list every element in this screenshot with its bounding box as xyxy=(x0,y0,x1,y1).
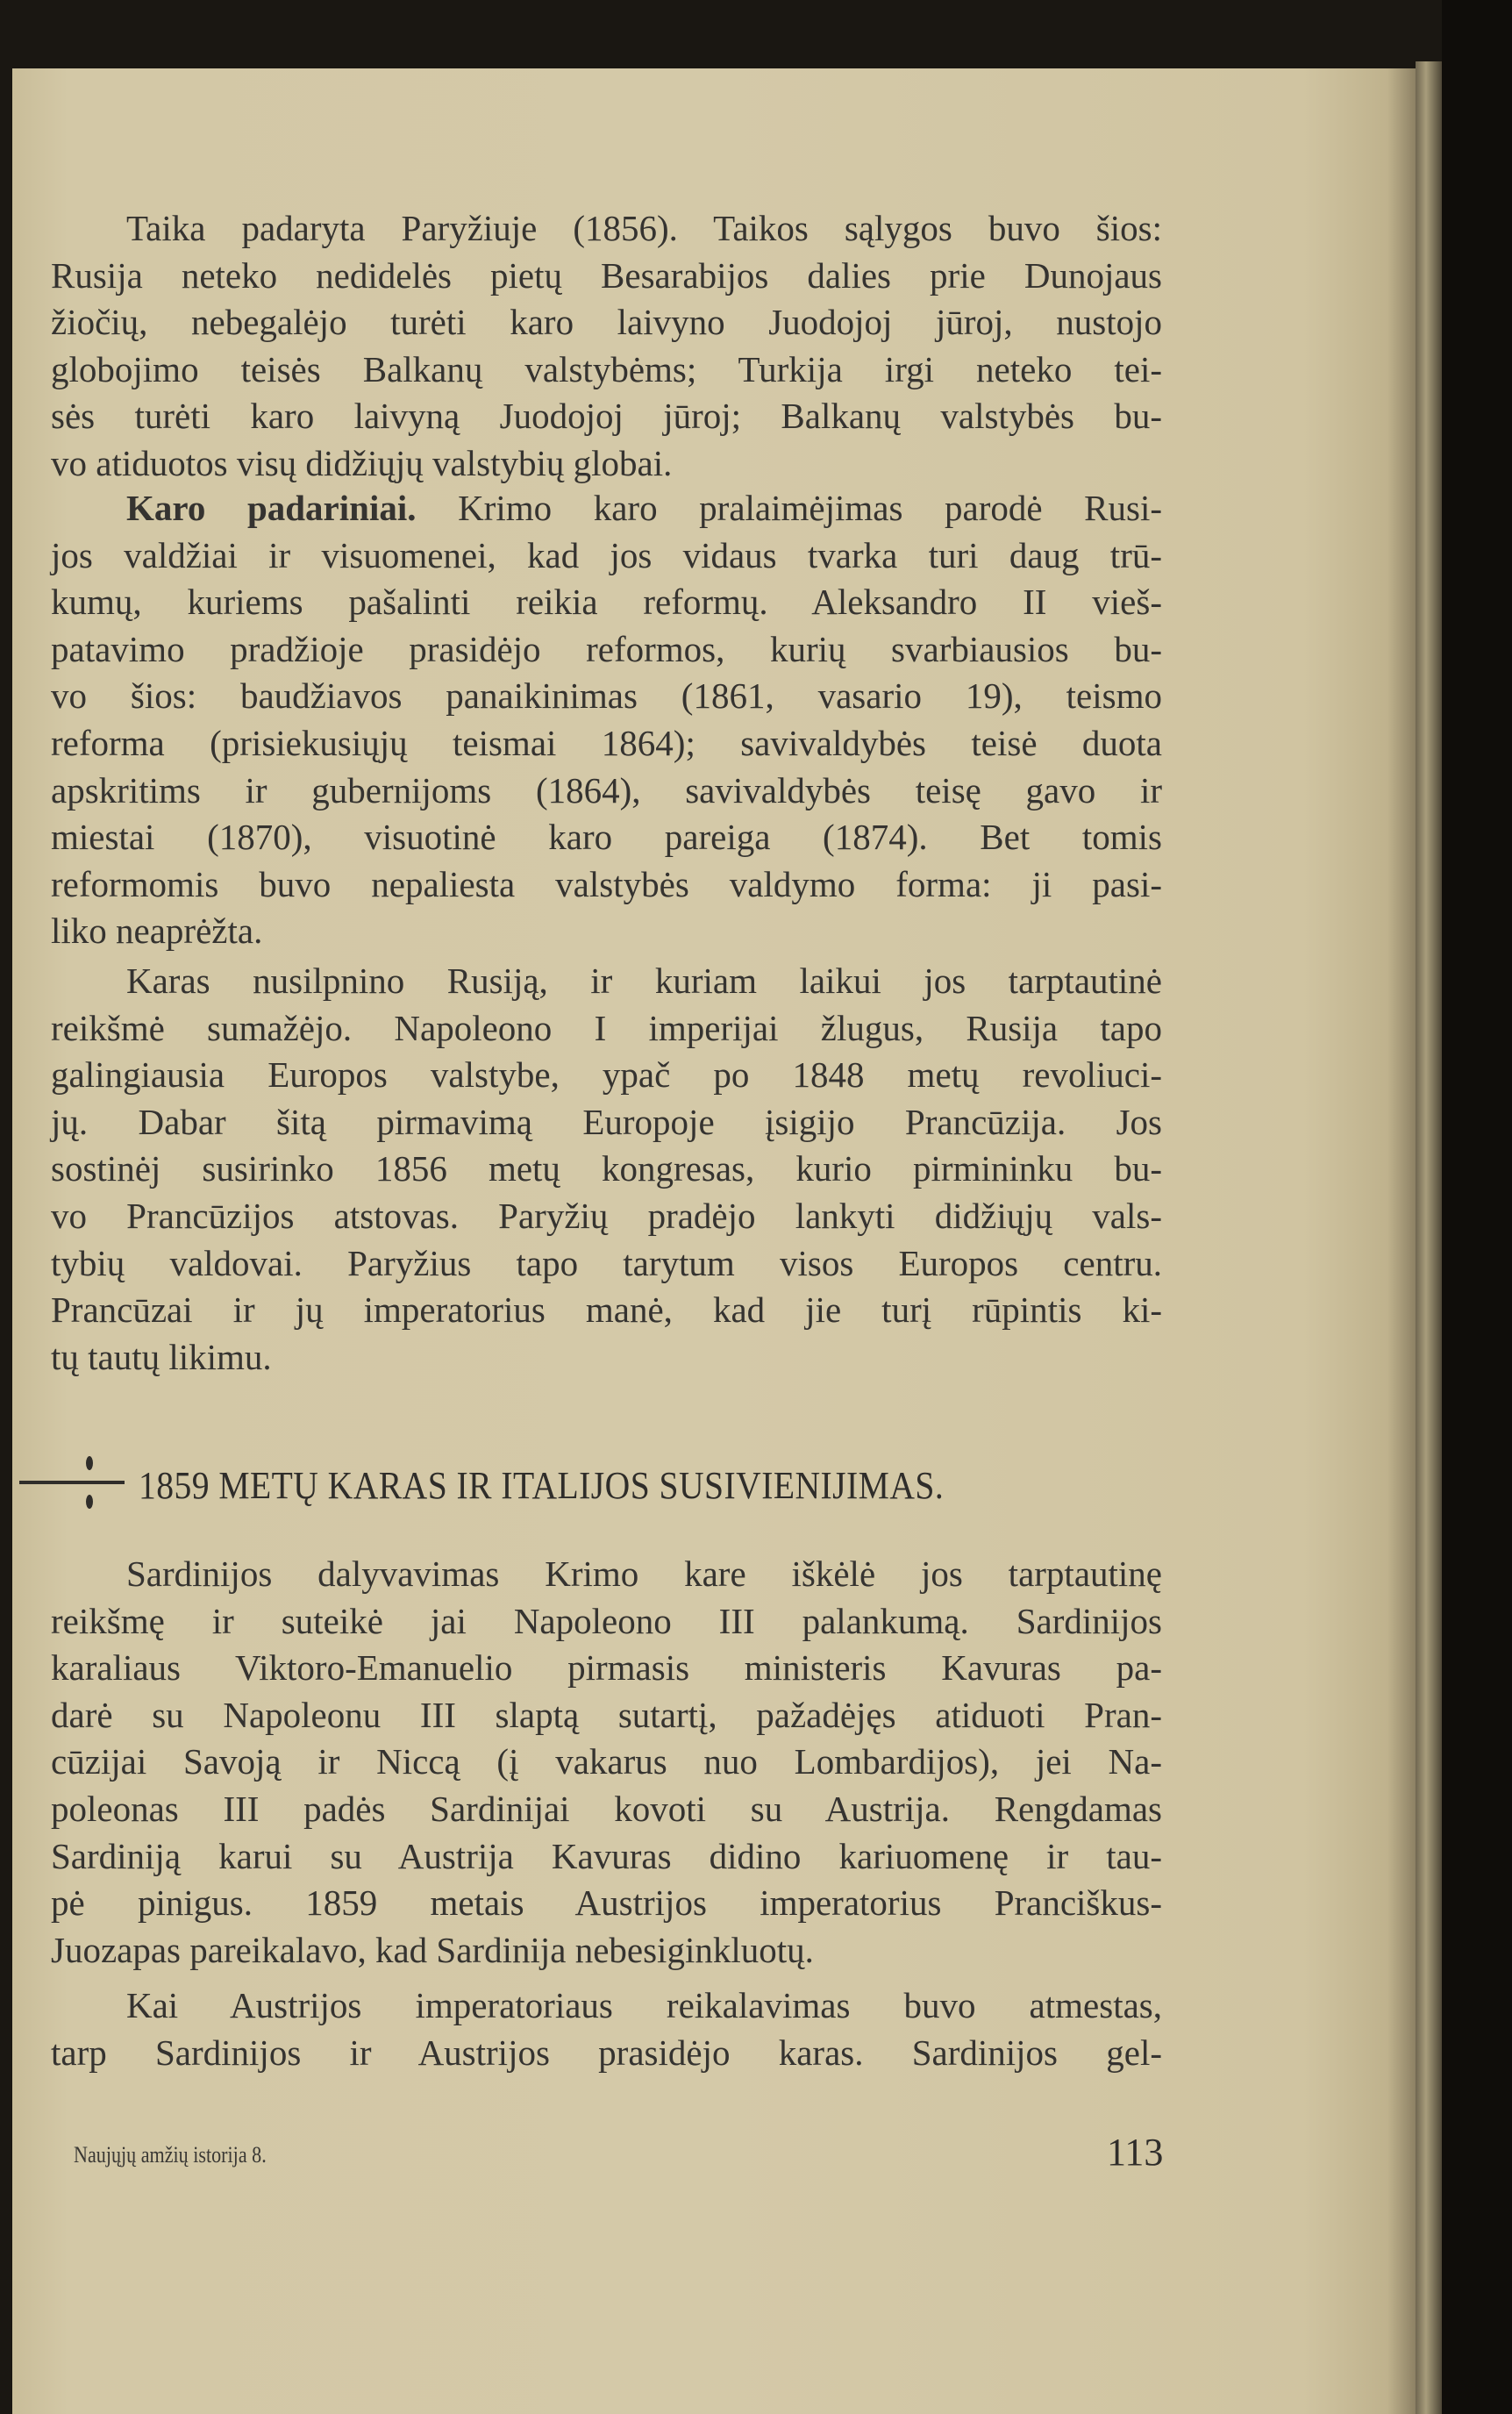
text-line xyxy=(51,1645,1162,1690)
line-text: reikšmę ir suteikė jai Napoleono III palankumą. Sardinijos xyxy=(51,1600,1162,1641)
text-line xyxy=(51,908,1162,953)
text-line xyxy=(51,626,1162,672)
line-text: vo Prancūzijos atstovas. Paryžių pradėjo lankyti didžiųjų vals- xyxy=(51,1196,1162,1236)
section-marker-icon xyxy=(19,1447,125,1518)
text-line xyxy=(51,1193,1162,1239)
page-number: 113 xyxy=(1107,2131,1164,2174)
line-text: sostinėj susirinko 1856 metų kongresas, kurio pirmininku bu- xyxy=(51,1148,1162,1189)
text-line xyxy=(126,1982,1162,2028)
text-line xyxy=(126,958,1162,1003)
line-text: jų. Dabar šitą pirmavimą Europoje įsigijo Prancūzija. Jos xyxy=(51,1101,1162,1142)
line-text: vo atiduotos visų didžiųjų valstybių globai. xyxy=(51,443,673,483)
text-line xyxy=(51,720,1162,766)
line-text: Juozapas pareikalavo, kad Sardinija nebesiginkluotų. xyxy=(51,1929,814,1970)
line-text: Taika padaryta Paryžiuje (1856). Taikos sąlygos buvo šios: xyxy=(126,208,1162,248)
text-line xyxy=(51,1598,1162,1644)
page-edge xyxy=(1416,61,1442,2414)
text-line xyxy=(51,861,1162,907)
text-line xyxy=(51,253,1162,298)
text-line xyxy=(51,1052,1162,1097)
text-line xyxy=(51,2030,1162,2075)
line-text: Sardiniją karui su Austrija Kavuras didino kariuomenę ir tau- xyxy=(51,1835,1162,1876)
text-line xyxy=(51,1005,1162,1051)
line-text: tarp Sardinijos ir Austrijos prasidėjo karas. Sardinijos gel- xyxy=(51,2032,1162,2073)
line-text: tybių valdovai. Paryžius tapo tarytum visos Europos centru. xyxy=(51,1242,1162,1283)
text-line xyxy=(126,205,1162,251)
text-line xyxy=(51,673,1162,718)
text-line xyxy=(51,579,1162,625)
text-line xyxy=(51,1287,1162,1332)
text-line xyxy=(51,1146,1162,1191)
text-line xyxy=(51,299,1162,345)
text-line xyxy=(51,1927,1162,1973)
line-text: vo šios: baudžiavos panaikinimas (1861, vasario 19), teismo xyxy=(51,675,1162,717)
text-line xyxy=(51,1739,1162,1784)
line-text: poleonas III padės Sardinijai kovoti su Austrija. Rengdamas xyxy=(51,1789,1162,1829)
text-line xyxy=(51,1880,1162,1925)
line-text: cūzijai Savoją ir Niccą (į vakarus nuo Lombardijos), jei Na- xyxy=(51,1741,1162,1782)
line-text: Kai Austrijos imperatoriaus reikalavimas buvo atmestas, xyxy=(126,1985,1162,2025)
text-line xyxy=(51,393,1162,439)
line-text: patavimo pradžioje prasidėjo reformos, kurių svarbiausios bu- xyxy=(51,628,1162,669)
text-line xyxy=(51,1692,1162,1738)
paragraph-lead: Karo padariniai. xyxy=(126,488,417,528)
line-text: miestai (1870), visuotinė karo pareiga (1874). Bet tomis xyxy=(51,817,1162,858)
line-text: jos valdžiai ir visuomenei, kad jos vidaus tvarka turi daug trū- xyxy=(51,534,1162,575)
line-text: reikšmė sumažėjo. Napoleono I imperijai žlugus, Rusija tapo xyxy=(51,1007,1162,1048)
text-line xyxy=(51,1786,1162,1832)
line-text: liko neaprėžta. xyxy=(51,911,263,952)
line-text: kumų, kuriems pašalinti reikia reformų. Aleksandro II vieš- xyxy=(51,582,1162,623)
text-line xyxy=(51,1833,1162,1879)
text-line xyxy=(126,485,1162,531)
line-text: tų tautų likimu. xyxy=(51,1336,272,1377)
line-text: Krimo karo pralaimėjimas parodė Rusi- xyxy=(458,488,1162,528)
footer-book-title: Naujųjų amžių istorija 8. xyxy=(74,2142,267,2168)
text-line xyxy=(51,1334,1162,1380)
line-text: žiočių, nebegalėjo turėti karo laivyno Juodojoj jūroj, nustojo xyxy=(51,302,1162,343)
line-text: Karas nusilpnino Rusiją, ir kuriam laikui jos tarptautinė xyxy=(126,961,1162,1001)
text-line xyxy=(51,440,1162,486)
section-heading: 1859 METŲ KARAS IR ITALIJOS SUSIVIENIJIMAS. xyxy=(139,1464,945,1507)
line-text: globojimo teisės Balkanų valstybėms; Turkija irgi neteko tei- xyxy=(51,348,1162,389)
line-text: karaliaus Viktoro-Emanuelio pirmasis ministeris Kavuras pa- xyxy=(51,1647,1162,1689)
line-text: pė pinigus. 1859 metais Austrijos imperatorius Pranciškus- xyxy=(51,1882,1162,1924)
line-text: sės turėti karo laivyną Juodojoj jūroj; Balkanų valstybės bu- xyxy=(51,396,1162,437)
text-line xyxy=(51,1099,1162,1145)
scan-background xyxy=(1442,0,1512,2414)
text-line xyxy=(126,1551,1162,1596)
line-text: reformomis buvo nepaliesta valstybės valdymo forma: ji pasi- xyxy=(51,863,1162,904)
line-text: Sardinijos dalyvavimas Krimo kare iškėlė jos tarptautinę xyxy=(126,1553,1162,1594)
text-line xyxy=(51,814,1162,860)
text-line xyxy=(51,1240,1162,1286)
text-line xyxy=(51,532,1162,578)
text-line xyxy=(51,346,1162,392)
text-line xyxy=(51,768,1162,813)
line-text: reforma (prisiekusiųjų teismai 1864); savivaldybės teisė duota xyxy=(51,723,1162,763)
line-text: apskritims ir gubernijoms (1864), savivaldybės teisę gavo ir xyxy=(51,769,1162,811)
line-text: Rusija neteko nedidelės pietų Besarabijos dalies prie Dunojaus xyxy=(51,254,1162,296)
line-text: darė su Napoleonu III slaptą sutartį, pažadėjęs atiduoti Pran- xyxy=(51,1694,1162,1735)
line-text: galingiausia Europos valstybe, ypač po 1848 metų revoliuci- xyxy=(51,1054,1162,1096)
line-text: Prancūzai ir jų imperatorius manė, kad jie turį rūpintis ki- xyxy=(51,1289,1162,1331)
